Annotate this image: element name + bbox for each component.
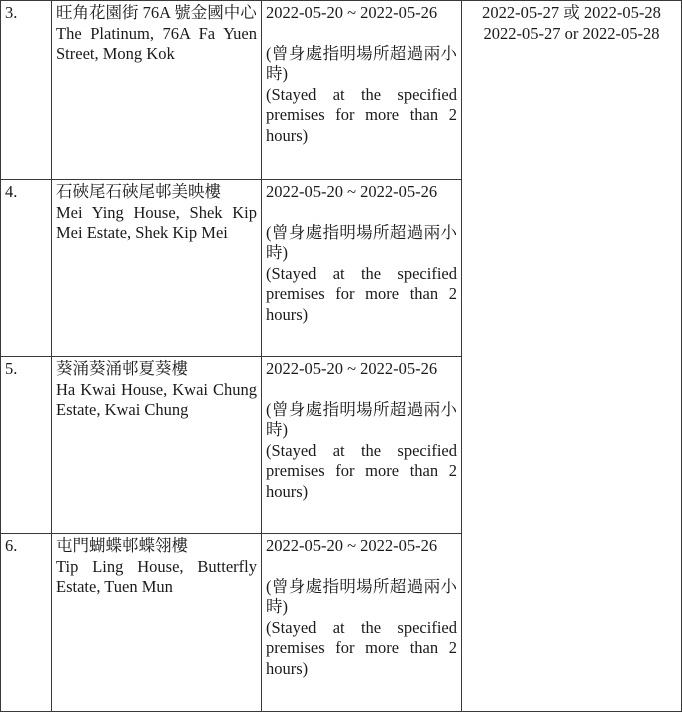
premises-cell <box>52 1 262 180</box>
stay-note-zh: (曾身處指明場所超過兩小時) <box>266 222 457 262</box>
period-cell <box>262 534 462 712</box>
period-cell <box>262 1 462 180</box>
premises-name-en: Ha Kwai House, Kwai Chung Estate, Kwai Chung <box>56 379 257 419</box>
period-cell <box>262 357 462 534</box>
period-dates: 2022-05-20 ~ 2022-05-26 <box>266 359 438 378</box>
premises-name-zh: 石硤尾石硤尾邨美映樓 <box>56 182 221 201</box>
stay-note-en: (Stayed at the specified premises for more than 2 hours) <box>266 617 457 678</box>
stay-note-zh: (曾身處指明場所超過兩小時) <box>266 399 457 439</box>
period-cell <box>262 180 462 357</box>
period-dates: 2022-05-20 ~ 2022-05-26 <box>266 3 438 22</box>
stay-note-en: (Stayed at the specified premises for more than 2 hours) <box>266 263 457 324</box>
period-dates: 2022-05-20 ~ 2022-05-26 <box>266 182 438 201</box>
premises-name-zh: 屯門蝴蝶邨蝶翎樓 <box>56 536 188 555</box>
row-number: 5. <box>1 357 52 534</box>
stay-note-zh: (曾身處指明場所超過兩小時) <box>266 43 457 83</box>
stay-note-en: (Stayed at the specified premises for more than 2 hours) <box>266 84 457 145</box>
row-number: 6. <box>1 534 52 712</box>
stay-note-zh: (曾身處指明場所超過兩小時) <box>266 576 457 616</box>
period-dates: 2022-05-20 ~ 2022-05-26 <box>266 536 438 555</box>
table-row <box>1 1 682 180</box>
test-dates-en: 2022-05-27 or 2022-05-28 <box>483 23 660 43</box>
premises-cell <box>52 180 262 357</box>
row-number: 4. <box>1 180 52 357</box>
test-dates-cell <box>462 1 682 712</box>
stay-note-en: (Stayed at the specified premises for more than 2 hours) <box>266 440 457 501</box>
row-number: 3. <box>1 1 52 180</box>
test-dates-zh: 2022-05-27 或 2022-05-28 <box>482 3 661 22</box>
premises-name-en: Tip Ling House, Butterfly Estate, Tuen Mun <box>56 556 257 596</box>
premises-name-zh: 旺角花園街 76A 號金國中心 <box>56 3 257 22</box>
premises-name-zh: 葵涌葵涌邨夏葵樓 <box>56 359 188 378</box>
premises-cell <box>52 534 262 712</box>
premises-name-en: The Platinum, 76A Fa Yuen Street, Mong Kok <box>56 23 257 63</box>
premises-name-en: Mei Ying House, Shek Kip Mei Estate, Shek Kip Mei <box>56 202 257 242</box>
premises-cell <box>52 357 262 534</box>
